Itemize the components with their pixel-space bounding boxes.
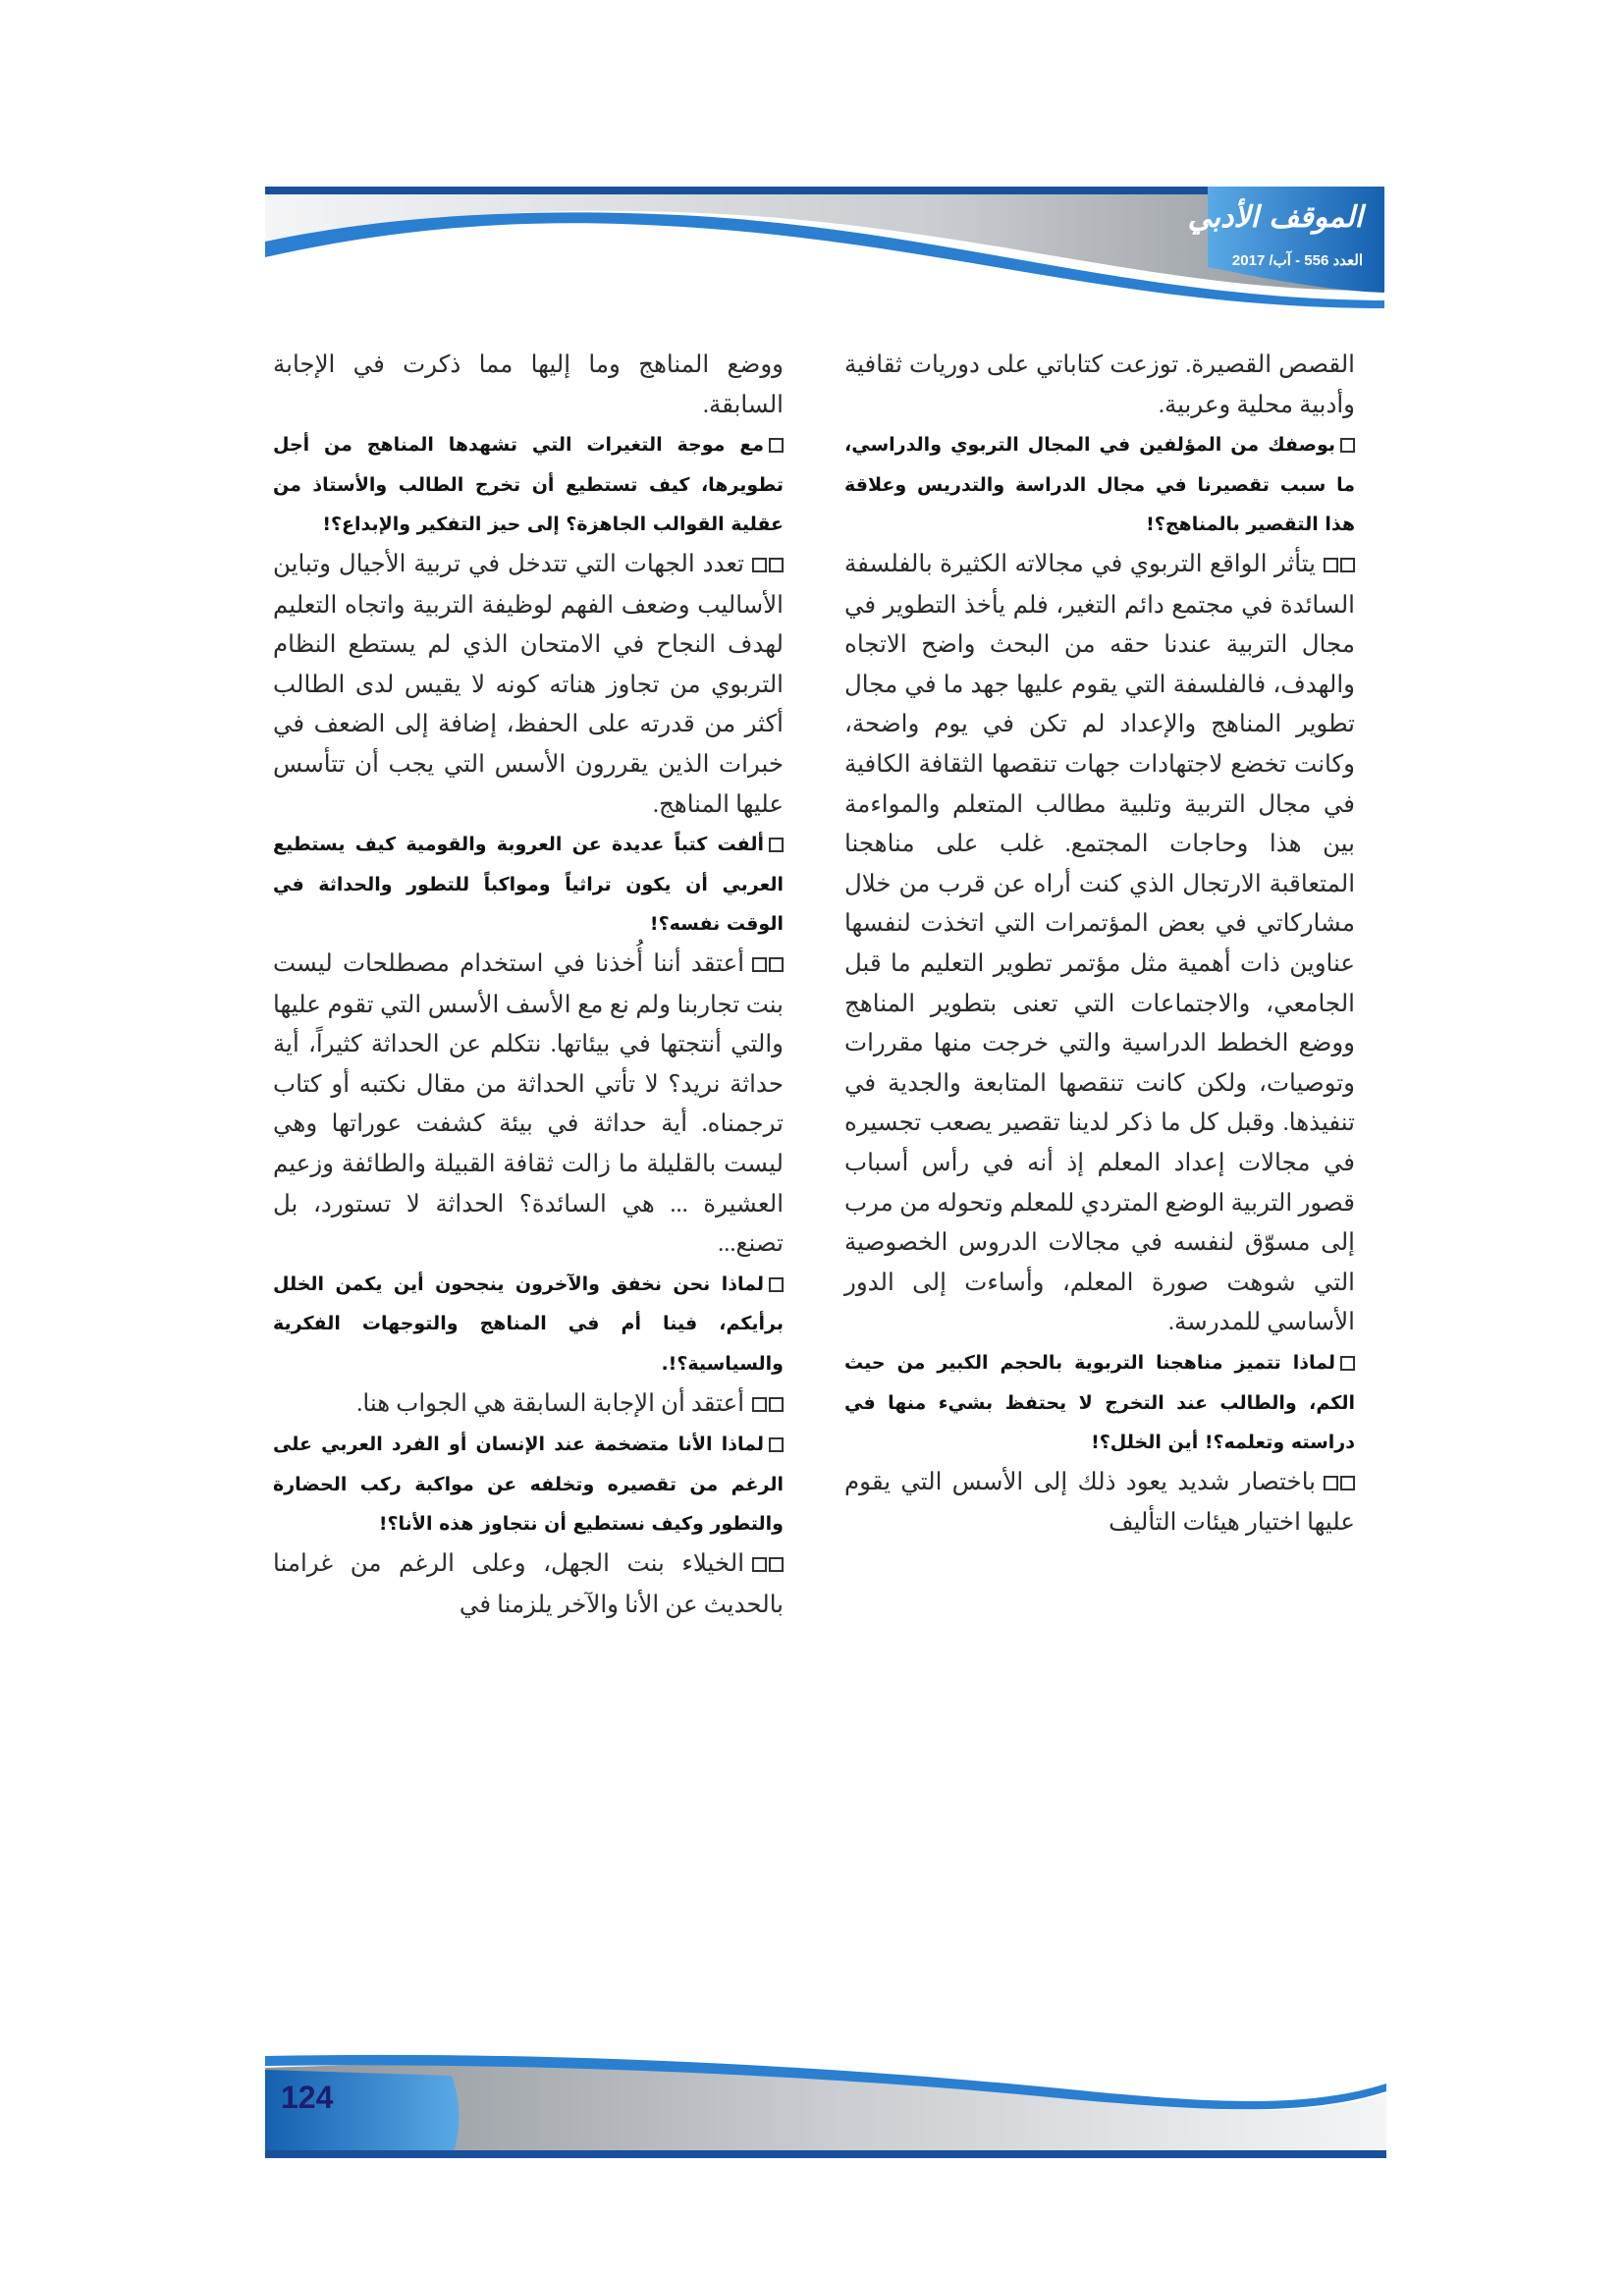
interview-question: لماذا نحن نخفق والآخرون ينجحون أين يكمن الخلل برأيكم، فينا أم في المناهج والتوجهات الفكرية والسياسية؟!. <box>273 1272 784 1375</box>
issue-info: العدد 556 - آب/ 2017 <box>1231 252 1363 269</box>
paragraph: القصص القصيرة. توزعت كتاباتي على دوريات ثقافية وأدبية محلية وعربية. <box>844 352 1355 418</box>
answer-bullet-icon <box>750 1545 784 1586</box>
magazine-logo: الموقف الأدبي <box>1187 200 1363 235</box>
interview-answer: باختصار شديد يعود ذلك إلى الأسس التي يقوم عليها اختيار هيئات التأليف <box>844 1463 1355 1543</box>
question-bullet-icon <box>769 438 784 453</box>
interview-question: مع موجة التغيرات التي تشهدها المناهج من أجل تطويرها، كيف تستطيع أن تخرج الطالب والأستاذ من عقلية القوالب الجاهزة؟ إلى حيز التفكير والإبداع؟! <box>273 434 784 536</box>
answer-bullet-icon <box>1322 546 1355 586</box>
question-bullet-icon <box>769 1277 784 1292</box>
footer-swoosh-graphic <box>265 2054 1386 2160</box>
interview-question: لماذا تتميز مناهجنا التربوية بالحجم الكبير من حيث الكم، والطالب عند التخرج لا يحتفظ بشيء منها في دراسته وتعلمه؟! أين الخلل؟! <box>844 1351 1355 1454</box>
question-bullet-icon <box>1340 438 1355 453</box>
answer-bullet-icon <box>750 546 784 586</box>
question-bullet-icon <box>769 1437 784 1452</box>
interview-answer: الخيلاء بنت الجهل، وعلى الرغم من غرامنا بالحديث عن الأنا والآخر يلزمنا في <box>273 1544 784 1625</box>
interview-answer: يتأثر الواقع التربوي في مجالاته الكثيرة بالفلسفة السائدة في مجتمع دائم التغير، فلم يأخذ التطوير في مجال التربية عندنا حقه من البحث واضح الاتجاه والهدف، فالفلسفة التي يقوم عليها جهد ما في مجال تطوير المناهج والإعداد لم تكن في يوم واضحة، وكانت تخضع لاجتهادات جهات تنقصها الثقافة الكافية في مجال التربية وتلبية مطالب المتعلم والمواءمة بين هذا وحاجات المجتمع. غلب على مناهجنا المتعاقبة الارتجال الذي كنت أراه عن قرب من خلال مشاركاتي في بعض المؤتمرات التي اتخذت لنفسها عناوين ذات أهمية مثل مؤتمر تطوير التعليم ما قبل الجامعي، والاجتماعات التي تعنى بتطوير المناهج ووضع الخطط الدراسية والتي خرجت منها مقررات وتوصيات، ولكن كانت تنقصها المتابعة والجدية في تنفيذها. وقبل كل ما ذكر لدينا تقصير يصعب تجسيره في مجالات إعداد المعلم إذ أنه في رأس أسباب قصور التربية الوضع المتردي للمعلم وتحوله من مرب إلى مسوّق لنفسه في مجالات الدروس الخصوصية التي شوهت صورة المعلم، وأساءت إلى الدور الأساسي للمدرسة. <box>844 545 1355 1343</box>
question-bullet-icon <box>1340 1356 1355 1371</box>
paragraph: ووضع المناهج وما إليها مما ذكرت في الإجابة السابقة. <box>273 352 784 418</box>
page-number: 124 <box>281 2080 334 2115</box>
interview-answer: تعدد الجهات التي تتدخل في تربية الأجيال وتباين الأساليب وضعف الفهم لوظيفة التربية واتجاه التعليم لهدف النجاح في الامتحان الذي لم يستطع النظام التربوي من تجاوز هناته كونه لا يقيس لدى الطالب أكثر من قدرته على الحفظ، إضافة إلى الضعف في خبرات الذين يقررون الأسس التي يجب أن تتأسس عليها المناهج. <box>273 545 784 825</box>
interview-answer: أعتقد أننا أُخذنا في استخدام مصطلحات ليست بنت تجاربنا ولم نع مع الأسف الأسس التي تقوم عليها والتي أنتجتها في بيئاتها. نتكلم عن الحداثة كثيراً، أية حداثة نريد؟ لا تأتي الحداثة من مقال نكتبه أو كتاب ترجمناه. أية حداثة في بيئة كشفت عوراتها وهي ليست بالقليلة ما زالت ثقافة القبيلة والطائفة وزعيم العشيرة ... هي السائدة؟ الحداثة لا تستورد، بل تصنع... <box>273 945 784 1265</box>
interview-question: ألفت كتباً عديدة عن العروبة والقومية كيف يستطيع العربي أن يكون تراثياً ومواكباً للتطور والحداثة في الوقت نفسه؟! <box>273 834 784 936</box>
interview-question: بوصفك من المؤلفين في المجال التربوي والدراسي، ما سبب تقصيرنا في مجال الدراسة والتدريس وعلاقة هذا التقصير بالمناهج؟! <box>844 434 1355 536</box>
page-footer <box>265 2054 1386 2160</box>
answer-bullet-icon <box>1322 1464 1355 1504</box>
left-column <box>273 346 784 1625</box>
interview-question: لماذا الأنا متضخمة عند الإنسان أو الفرد العربي على الرغم من تقصيره وتخلفه عن مواكبة ركب الحضارة والتطور وكيف نستطيع أن نتجاوز هذه الأنا؟! <box>273 1434 784 1536</box>
page-header <box>265 183 1384 330</box>
interview-answer: أعتقد أن الإجابة السابقة هي الجواب هنا. <box>273 1384 784 1426</box>
right-column <box>844 346 1355 1543</box>
answer-bullet-icon <box>750 946 784 986</box>
question-bullet-icon <box>769 838 784 852</box>
answer-bullet-icon <box>750 1385 784 1426</box>
